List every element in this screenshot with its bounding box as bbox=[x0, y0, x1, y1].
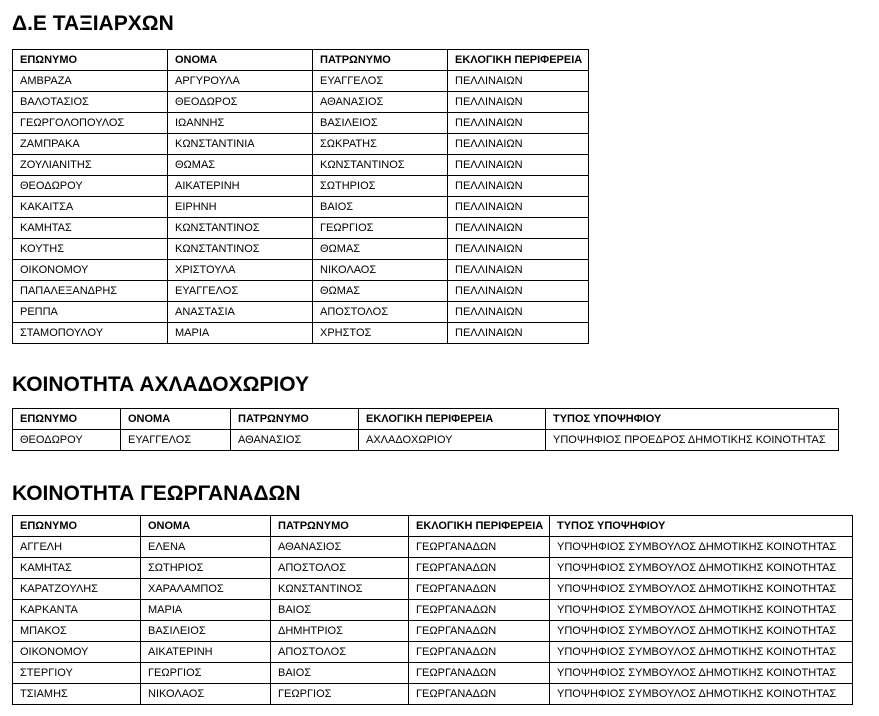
table-cell: ΠΕΛΛΙΝΑΙΩΝ bbox=[448, 281, 589, 302]
table-row bbox=[13, 621, 853, 642]
table-row bbox=[13, 579, 853, 600]
table-cell: ΣΩΤΗΡΙΟΣ bbox=[313, 176, 448, 197]
header-row bbox=[13, 50, 589, 71]
table-cell: ΓΕΩΡΓΙΟΣ bbox=[271, 684, 409, 705]
table-cell: ΥΠΟΨΗΦΙΟΣ ΣΥΜΒΟΥΛΟΣ ΔΗΜΟΤΙΚΗΣ ΚΟΙΝΟΤΗΤΑΣ bbox=[550, 642, 853, 663]
table-cell: ΠΑΠΑΛΕΞΑΝΔΡΗΣ bbox=[13, 281, 168, 302]
table-cell: ΕΥΑΓΓΕΛΟΣ bbox=[168, 281, 313, 302]
table-cell: ΒΑΙΟΣ bbox=[271, 600, 409, 621]
table-cell: ΑΘΑΝΑΣΙΟΣ bbox=[231, 430, 359, 451]
table-cell: ΠΕΛΛΙΝΑΙΩΝ bbox=[448, 71, 589, 92]
table-cell: ΠΕΛΛΙΝΑΙΩΝ bbox=[448, 155, 589, 176]
candidates-table bbox=[12, 408, 839, 451]
table-cell: ΑΙΚΑΤΕΡΙΝΗ bbox=[141, 642, 271, 663]
table-cell: ΒΑΙΟΣ bbox=[271, 663, 409, 684]
table-row bbox=[13, 600, 853, 621]
table-cell: ΕΙΡΗΝΗ bbox=[168, 197, 313, 218]
table-cell: ΚΑΡΑΤΖΟΥΛΗΣ bbox=[13, 579, 141, 600]
table-cell: ΑΠΟΣΤΟΛΟΣ bbox=[313, 302, 448, 323]
table-cell: ΓΕΩΡΓΟΛΟΠΟΥΛΟΣ bbox=[13, 113, 168, 134]
table-cell: ΘΕΟΔΩΡΟΣ bbox=[168, 92, 313, 113]
table-row bbox=[13, 134, 589, 155]
candidates-table bbox=[12, 49, 589, 344]
column-header: ΕΠΩΝΥΜΟ bbox=[13, 516, 141, 537]
table-cell: ΘΩΜΑΣ bbox=[313, 281, 448, 302]
table-cell: ΜΑΡΙΑ bbox=[141, 600, 271, 621]
table-cell: ΑΡΓΥΡΟΥΛΑ bbox=[168, 71, 313, 92]
section-title: Δ.Ε ΤΑΞΙΑΡΧΩΝ bbox=[12, 12, 174, 35]
table-cell: ΔΗΜΗΤΡΙΟΣ bbox=[271, 621, 409, 642]
table-cell: ΝΙΚΟΛΑΟΣ bbox=[141, 684, 271, 705]
table-cell: ΑΠΟΣΤΟΛΟΣ bbox=[271, 558, 409, 579]
table-cell: ΚΑΡΚΑΝΤΑ bbox=[13, 600, 141, 621]
table-cell: ΒΑΙΟΣ bbox=[313, 197, 448, 218]
table-cell: ΚΩΝΣΤΑΝΤΙΝΟΣ bbox=[271, 579, 409, 600]
section-title: ΚΟΙΝΟΤΗΤΑ ΓΕΩΡΓΑΝΑΔΩΝ bbox=[12, 482, 301, 505]
table-cell: ΖΑΜΠΡΑΚΑ bbox=[13, 134, 168, 155]
table-cell: ΓΕΩΡΓΑΝΑΔΩΝ bbox=[409, 579, 550, 600]
table-cell: ΑΘΑΝΑΣΙΟΣ bbox=[313, 92, 448, 113]
column-header: ΕΚΛΟΓΙΚΗ ΠΕΡΙΦΕΡΕΙΑ bbox=[409, 516, 550, 537]
table-cell: ΖΟΥΛΙΑΝΙΤΗΣ bbox=[13, 155, 168, 176]
column-header: ΤΥΠΟΣ ΥΠΟΨΗΦΙΟΥ bbox=[546, 409, 839, 430]
table-cell: ΧΡΗΣΤΟΣ bbox=[313, 323, 448, 344]
table-row bbox=[13, 260, 589, 281]
table-row bbox=[13, 218, 589, 239]
table-cell: ΓΕΩΡΓΑΝΑΔΩΝ bbox=[409, 537, 550, 558]
table-cell: ΒΑΛΟΤΑΣΙΟΣ bbox=[13, 92, 168, 113]
table-cell: ΚΩΝΣΤΑΝΤΙΝΟΣ bbox=[168, 218, 313, 239]
column-header: ΕΚΛΟΓΙΚΗ ΠΕΡΙΦΕΡΕΙΑ bbox=[448, 50, 589, 71]
table-cell: ΒΑΣΙΛΕΙΟΣ bbox=[141, 621, 271, 642]
table-cell: ΠΕΛΛΙΝΑΙΩΝ bbox=[448, 134, 589, 155]
table-cell: ΥΠΟΨΗΦΙΟΣ ΣΥΜΒΟΥΛΟΣ ΔΗΜΟΤΙΚΗΣ ΚΟΙΝΟΤΗΤΑΣ bbox=[550, 579, 853, 600]
table-cell: ΕΥΑΓΓΕΛΟΣ bbox=[313, 71, 448, 92]
table-cell: ΥΠΟΨΗΦΙΟΣ ΣΥΜΒΟΥΛΟΣ ΔΗΜΟΤΙΚΗΣ ΚΟΙΝΟΤΗΤΑΣ bbox=[550, 684, 853, 705]
table-cell: ΚΑΜΗΤΑΣ bbox=[13, 558, 141, 579]
table-cell: ΠΕΛΛΙΝΑΙΩΝ bbox=[448, 302, 589, 323]
table-cell: ΥΠΟΨΗΦΙΟΣ ΣΥΜΒΟΥΛΟΣ ΔΗΜΟΤΙΚΗΣ ΚΟΙΝΟΤΗΤΑΣ bbox=[550, 537, 853, 558]
table-cell: ΣΩΚΡΑΤΗΣ bbox=[313, 134, 448, 155]
table-cell: ΚΟΥΤΗΣ bbox=[13, 239, 168, 260]
table-cell: ΜΠΑΚΟΣ bbox=[13, 621, 141, 642]
candidates-table bbox=[12, 515, 853, 705]
table-cell: ΥΠΟΨΗΦΙΟΣ ΣΥΜΒΟΥΛΟΣ ΔΗΜΟΤΙΚΗΣ ΚΟΙΝΟΤΗΤΑΣ bbox=[550, 663, 853, 684]
table-cell: ΓΕΩΡΓΑΝΑΔΩΝ bbox=[409, 684, 550, 705]
column-header: ΠΑΤΡΩΝΥΜΟ bbox=[271, 516, 409, 537]
table-cell: ΓΕΩΡΓΑΝΑΔΩΝ bbox=[409, 600, 550, 621]
table-cell: ΘΩΜΑΣ bbox=[168, 155, 313, 176]
table-row bbox=[13, 558, 853, 579]
section-taxiarchon bbox=[12, 11, 583, 339]
table-cell: ΠΕΛΛΙΝΑΙΩΝ bbox=[448, 239, 589, 260]
header-row bbox=[13, 516, 853, 537]
table-cell: ΙΩΑΝΝΗΣ bbox=[168, 113, 313, 134]
table-cell: ΧΑΡΑΛΑΜΠΟΣ bbox=[141, 579, 271, 600]
table-cell: ΕΛΕΝΑ bbox=[141, 537, 271, 558]
table-row bbox=[13, 302, 589, 323]
table-row bbox=[13, 323, 589, 344]
table-cell: ΘΕΟΔΩΡΟΥ bbox=[13, 430, 121, 451]
table-cell: ΓΕΩΡΓΙΟΣ bbox=[313, 218, 448, 239]
table-row bbox=[13, 663, 853, 684]
table-cell: ΠΕΛΛΙΝΑΙΩΝ bbox=[448, 113, 589, 134]
table-cell: ΣΤΑΜΟΠΟΥΛΟΥ bbox=[13, 323, 168, 344]
table-cell: ΠΕΛΛΙΝΑΙΩΝ bbox=[448, 92, 589, 113]
table-row bbox=[13, 113, 589, 134]
table-cell: ΝΙΚΟΛΑΟΣ bbox=[313, 260, 448, 281]
table-row bbox=[13, 684, 853, 705]
table-row bbox=[13, 197, 589, 218]
table-cell: ΧΡΙΣΤΟΥΛΑ bbox=[168, 260, 313, 281]
column-header: ΠΑΤΡΩΝΥΜΟ bbox=[231, 409, 359, 430]
table-cell: ΡΕΠΠΑ bbox=[13, 302, 168, 323]
table-cell: ΥΠΟΨΗΦΙΟΣ ΣΥΜΒΟΥΛΟΣ ΔΗΜΟΤΙΚΗΣ ΚΟΙΝΟΤΗΤΑΣ bbox=[550, 621, 853, 642]
table-row bbox=[13, 281, 589, 302]
table-row bbox=[13, 642, 853, 663]
column-header: ΕΠΩΝΥΜΟ bbox=[13, 50, 168, 71]
table-row bbox=[13, 71, 589, 92]
table-cell: ΓΕΩΡΓΑΝΑΔΩΝ bbox=[409, 642, 550, 663]
table-cell: ΠΕΛΛΙΝΑΙΩΝ bbox=[448, 197, 589, 218]
table-cell: ΜΑΡΙΑ bbox=[168, 323, 313, 344]
table-cell: ΣΩΤΗΡΙΟΣ bbox=[141, 558, 271, 579]
table-cell: ΚΩΝΣΤΑΝΤΙΝΟΣ bbox=[168, 239, 313, 260]
column-header: ΕΚΛΟΓΙΚΗ ΠΕΡΙΦΕΡΕΙΑ bbox=[359, 409, 546, 430]
column-header: ΟΝΟΜΑ bbox=[168, 50, 313, 71]
column-header: ΟΝΟΜΑ bbox=[141, 516, 271, 537]
table-cell: ΓΕΩΡΓΑΝΑΔΩΝ bbox=[409, 621, 550, 642]
table-cell: ΟΙΚΟΝΟΜΟΥ bbox=[13, 260, 168, 281]
section-achladochoriou bbox=[12, 372, 826, 446]
table-cell: ΠΕΛΛΙΝΑΙΩΝ bbox=[448, 323, 589, 344]
column-header: ΕΠΩΝΥΜΟ bbox=[13, 409, 121, 430]
table-cell: ΟΙΚΟΝΟΜΟΥ bbox=[13, 642, 141, 663]
table-cell: ΑΘΑΝΑΣΙΟΣ bbox=[271, 537, 409, 558]
section-title: ΚΟΙΝΟΤΗΤΑ ΑΧΛΑΔΟΧΩΡΙΟΥ bbox=[12, 373, 310, 396]
table-cell: ΓΕΩΡΓΑΝΑΔΩΝ bbox=[409, 558, 550, 579]
table-cell: ΣΤΕΡΓΙΟΥ bbox=[13, 663, 141, 684]
table-row bbox=[13, 155, 589, 176]
table-row bbox=[13, 537, 853, 558]
column-header: ΟΝΟΜΑ bbox=[121, 409, 231, 430]
table-cell: ΠΕΛΛΙΝΑΙΩΝ bbox=[448, 260, 589, 281]
table-cell: ΓΕΩΡΓΑΝΑΔΩΝ bbox=[409, 663, 550, 684]
table-cell: ΘΕΟΔΩΡΟΥ bbox=[13, 176, 168, 197]
table-cell: ΑΓΓΕΛΗ bbox=[13, 537, 141, 558]
table-row bbox=[13, 176, 589, 197]
table-cell: ΥΠΟΨΗΦΙΟΣ ΣΥΜΒΟΥΛΟΣ ΔΗΜΟΤΙΚΗΣ ΚΟΙΝΟΤΗΤΑΣ bbox=[550, 558, 853, 579]
table-cell: ΚΑΚΑΙΤΣΑ bbox=[13, 197, 168, 218]
table-cell: ΕΥΑΓΓΕΛΟΣ bbox=[121, 430, 231, 451]
table-row bbox=[13, 430, 839, 451]
table-row bbox=[13, 239, 589, 260]
header-row bbox=[13, 409, 839, 430]
table-cell: ΘΩΜΑΣ bbox=[313, 239, 448, 260]
column-header: ΠΑΤΡΩΝΥΜΟ bbox=[313, 50, 448, 71]
table-row bbox=[13, 92, 589, 113]
table-cell: ΥΠΟΨΗΦΙΟΣ ΣΥΜΒΟΥΛΟΣ ΔΗΜΟΤΙΚΗΣ ΚΟΙΝΟΤΗΤΑΣ bbox=[550, 600, 853, 621]
table-cell: ΑΙΚΑΤΕΡΙΝΗ bbox=[168, 176, 313, 197]
table-cell: ΠΕΛΛΙΝΑΙΩΝ bbox=[448, 176, 589, 197]
table-cell: ΑΝΑΣΤΑΣΙΑ bbox=[168, 302, 313, 323]
table-cell: ΑΜΒΡΑΖΑ bbox=[13, 71, 168, 92]
table-cell: ΒΑΣΙΛΕΙΟΣ bbox=[313, 113, 448, 134]
column-header: ΤΥΠΟΣ ΥΠΟΨΗΦΙΟΥ bbox=[550, 516, 853, 537]
table-cell: ΤΣΙΑΜΗΣ bbox=[13, 684, 141, 705]
table-cell: ΚΑΜΗΤΑΣ bbox=[13, 218, 168, 239]
table-cell: ΑΠΟΣΤΟΛΟΣ bbox=[271, 642, 409, 663]
table-cell: ΚΩΝΣΤΑΝΤΙΝΙΑ bbox=[168, 134, 313, 155]
table-cell: ΓΕΩΡΓΙΟΣ bbox=[141, 663, 271, 684]
table-cell: ΠΕΛΛΙΝΑΙΩΝ bbox=[448, 218, 589, 239]
table-cell: ΥΠΟΨΗΦΙΟΣ ΠΡΟΕΔΡΟΣ ΔΗΜΟΤΙΚΗΣ ΚΟΙΝΟΤΗΤΑΣ bbox=[546, 430, 839, 451]
table-cell: ΚΩΝΣΤΑΝΤΙΝΟΣ bbox=[313, 155, 448, 176]
table-cell: ΑΧΛΑΔΟΧΩΡΙΟΥ bbox=[359, 430, 546, 451]
section-georganadon bbox=[12, 481, 837, 700]
